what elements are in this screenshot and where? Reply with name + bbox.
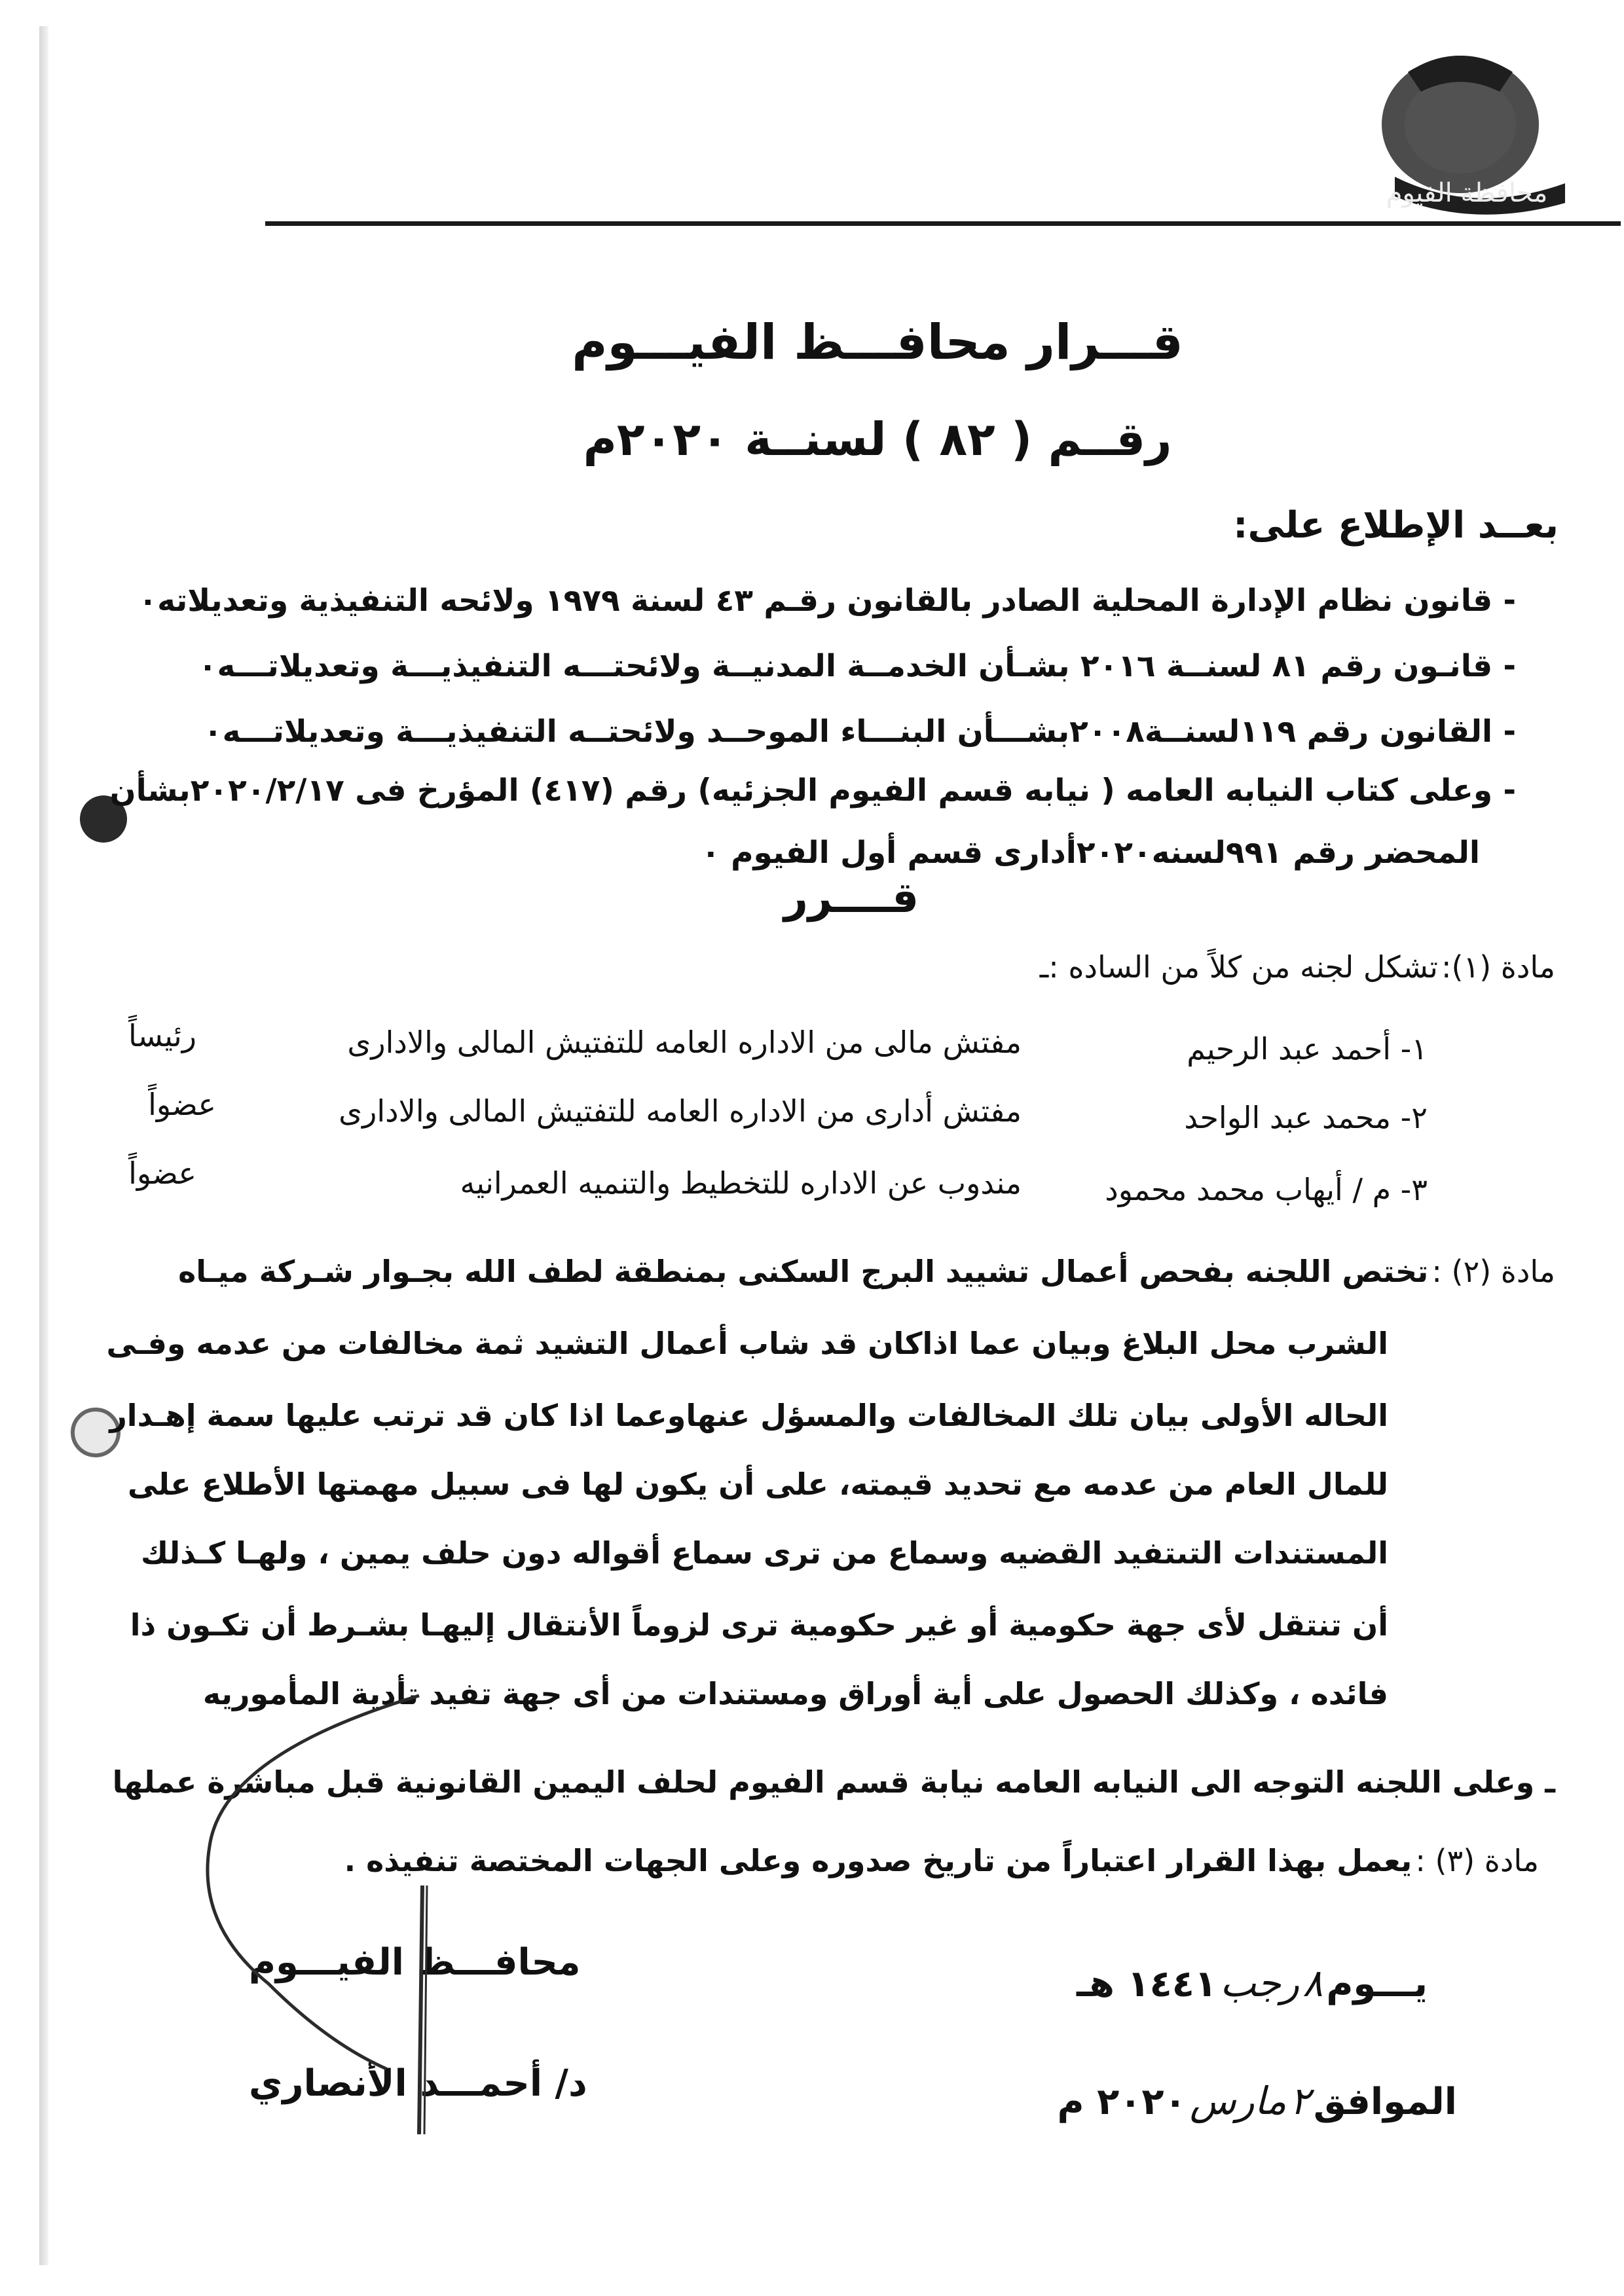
gregorian-date — [1058, 2079, 1457, 2123]
hijri-year: ١٤٤١ هـ — [1076, 1963, 1217, 2005]
reference-item: - القانون رقم ١١٩لسنــة٢٠٠٨بشـــأن البنـــاء الموحــد ولائحتــه التنفيذيـــة وتعديلاتـــه٠ — [204, 714, 1516, 750]
member-job: مفتش مالى من الاداره العامه للتفتيش المالى والادارى — [347, 1025, 1022, 1060]
decree-title: قـــرار محافـــظ الفيـــوم — [572, 314, 1183, 371]
decision-heading: قــــرر — [783, 874, 919, 922]
member-role: عضواً — [128, 1156, 196, 1191]
reference-continuation: المحضر رقم ٩٩١لسنه٢٠٢٠أدارى قسم أول الفيوم ٠ — [701, 835, 1480, 871]
member-role: عضواً — [148, 1087, 216, 1122]
article-2-line: الحاله الأولى بيان تلك المخالفات والمسؤل عنهاوعما اذا كان قد ترتب عليها سمة إهـدار — [109, 1398, 1388, 1433]
hijri-month: رجب — [1220, 1961, 1300, 2005]
article-1-label: مادة (١): — [1441, 949, 1555, 985]
member-role: رئيساً — [128, 1018, 196, 1053]
article-2-line: المستندات التىتفيد القضيه وسماع من ترى سماع أقواله دون حلف يمين ، ولهـا كـذلك — [140, 1535, 1388, 1571]
article-2-line: الشرب محل البلاغ وبيان عما اذاكان قد شاب أعمال التشيد ثمة مخالفات من عدمه وفـى — [106, 1326, 1388, 1361]
article-1-text: تشكل لجنه من كلاً من الساده :ـ — [1039, 949, 1438, 985]
hijri-day: ٨ — [1302, 1961, 1323, 2005]
article-3-text: يعمل بهذا القرار اعتباراً من تاريخ صدوره وعلى الجهات المختصة تنفيذه . — [344, 1843, 1412, 1878]
article-2-line: فائده ، وكذلك الحصول على أية أوراق ومستندات من أى جهة تفيد تأدية المأموريه — [202, 1676, 1388, 1711]
member-job: مفتش أدارى من الاداره العامه للتفتيش المالى والادارى — [339, 1093, 1022, 1129]
header-rule — [265, 221, 1621, 226]
gregorian-month: مارس — [1189, 2079, 1287, 2123]
gregorian-day: ٢ — [1289, 2079, 1310, 2123]
article-3-label: مادة (٣) : — [1415, 1843, 1539, 1878]
member-name: ٣- م / أيهاب محمد محمود — [1105, 1172, 1428, 1207]
article-2-line: تختص اللجنه بفحص أعمال تشييد البرج السكنى بمنطقة لطف الله بجـوار شـركة ميـاه — [178, 1254, 1429, 1289]
governorate-seal-icon — [1369, 46, 1585, 223]
signatory-title: محافـــظ الفيـــوم — [249, 1941, 581, 1984]
signatory-name: د/ أحمـــد الأنصاري — [249, 2062, 587, 2105]
member-name: ١- أحمد عبد الرحيم — [1187, 1031, 1428, 1066]
after-review-heading: بعــد الإطلاع على: — [1233, 504, 1559, 547]
article-2-first-line — [178, 1254, 1555, 1289]
member-name: ٢- محمد عبد الواحد — [1184, 1100, 1428, 1135]
svg-text:محافظة الفيوم: محافظة الفيوم — [1386, 178, 1548, 208]
reference-item: - قانـون رقم ٨١ لسنــة ٢٠١٦ بشـأن الخدمــة المدنيــة ولائحتـــه التنفيذيـــة وتعديلاتـــه٠ — [198, 648, 1516, 684]
decree-number: رقــم ( ٨٢ ) لسنــة ٢٠٢٠م — [583, 412, 1172, 466]
handwritten-signature — [170, 1676, 498, 2134]
article-2-label: مادة (٢) : — [1431, 1254, 1555, 1289]
oath-clause: ـ وعلى اللجنه التوجه الى النيابه العامه نيابة قسم الفيوم لحلف اليمين القانونية قبل مباشرة عملها — [112, 1764, 1555, 1800]
gregorian-year: ٢٠٢٠ م — [1057, 2081, 1187, 2123]
hijri-date — [1077, 1961, 1428, 2005]
scan-edge — [39, 26, 48, 2265]
article-2-line: أن تنتقل لأى جهة حكومية أو غير حكومية ترى لزوماً الأنتقال إليهـا بشـرط أن تكـون ذا — [130, 1607, 1388, 1643]
reference-item: - وعلى كتاب النيابه العامه ( نيابه قسم الفيوم الجزئيه) رقم (٤١٧) المؤرخ فى ٢٠٢٠/٢/١٧بشأن — [109, 773, 1516, 809]
article-1 — [1040, 949, 1555, 985]
reference-item: - قانون نظام الإدارة المحلية الصادر بالقانون رقـم ٤٣ لسنة ١٩٧٩ ولائحه التنفيذية وتعديلاته٠ — [138, 583, 1516, 619]
member-job: مندوب عن الاداره للتخطيط والتنميه العمرانيه — [460, 1165, 1022, 1201]
article-2-line: للمال العام من عدمه مع تحديد قيمته، على أن يكون لها فى سبيل مهمتها الأطلاع على — [127, 1467, 1388, 1502]
article-3 — [344, 1843, 1539, 1878]
hijri-prefix: يـــوم — [1326, 1963, 1428, 2005]
gregorian-prefix: الموافق — [1313, 2081, 1457, 2123]
